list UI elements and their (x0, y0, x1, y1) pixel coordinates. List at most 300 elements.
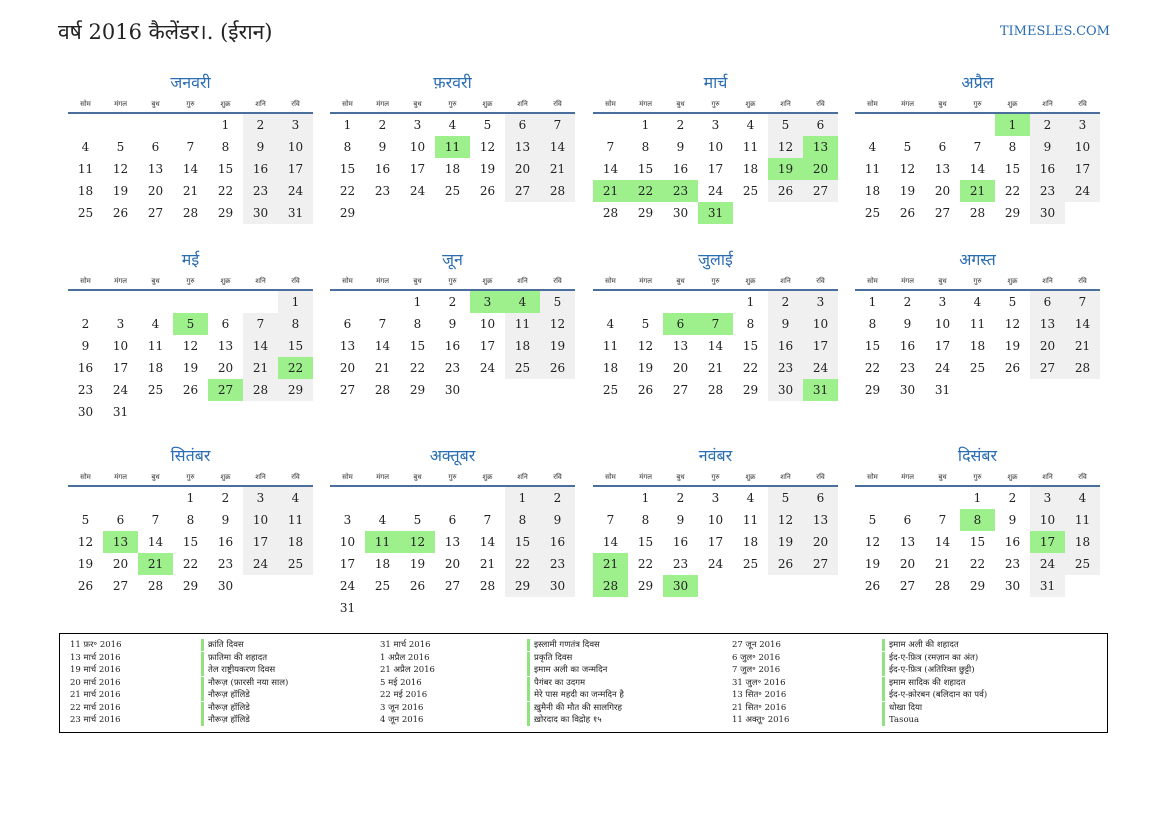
empty-cell (768, 575, 803, 597)
day-cell: 2 (903, 295, 912, 309)
empty-cell (855, 487, 890, 509)
weekday-label: शुक्र (220, 277, 231, 285)
day-cell: 26 (768, 553, 803, 575)
day-cell: 27 (934, 206, 951, 220)
legend-holiday-name: प्रकृति दिवस (527, 652, 694, 664)
empty-cell (803, 202, 838, 224)
day-cell: 3 (343, 513, 352, 527)
day-cell: 29 (182, 579, 199, 593)
day-cell: 23 (1030, 180, 1065, 202)
day-cell: 20 (444, 557, 461, 571)
day-cell: 19 (112, 184, 129, 198)
day-cell: 16 (899, 339, 916, 353)
day-cell: 3 (803, 291, 838, 313)
week-row (68, 335, 313, 357)
weekday-label: बुध (676, 100, 685, 108)
day-cell: 26 (637, 383, 654, 397)
weekday-label: शनि (255, 100, 266, 108)
day-cell: 27 (339, 383, 356, 397)
day-cell: 22 (505, 553, 540, 575)
legend-holiday-name: इस्लामी गणतंत्र दिवस (527, 639, 694, 651)
legend-holiday-name: Tasoua (882, 714, 1049, 726)
empty-cell (470, 202, 505, 224)
weekday-header (593, 275, 838, 291)
week-row (330, 335, 575, 357)
empty-cell (68, 487, 103, 509)
week-row (855, 553, 1100, 575)
day-cell: 30 (444, 383, 461, 397)
week-row (593, 509, 838, 531)
weekday-label: सोम (867, 277, 878, 285)
legend-holiday-name: नौरूज़ (फ़ारसी नया साल) (201, 677, 368, 689)
day-cell: 26 (899, 206, 916, 220)
weekday-label: शुक्र (482, 277, 493, 285)
day-cell: 16 (243, 158, 278, 180)
day-cell: 24 (1030, 553, 1065, 575)
day-cell: 26 (864, 579, 881, 593)
legend-date: 1 अप्रैल 2016 (380, 652, 430, 663)
day-cell: 10 (707, 140, 724, 154)
month-10 (330, 445, 575, 619)
weekday-label: शुक्र (745, 277, 756, 285)
month-3 (593, 72, 838, 224)
empty-cell (540, 597, 575, 619)
day-cell: 6 (448, 513, 457, 527)
day-cell: 26 (479, 184, 496, 198)
month-11 (593, 445, 838, 597)
day-cell: 15 (339, 162, 356, 176)
day-cell: 11 (742, 513, 759, 527)
week-row (330, 202, 575, 224)
day-cell: 13 (934, 162, 951, 176)
day-cell: 19 (540, 335, 575, 357)
day-cell: 29 (637, 206, 654, 220)
day-cell: 30 (217, 579, 234, 593)
legend-holiday-name: ख़ोरदाद का विद्रोह १५ (527, 714, 694, 726)
legend-date: 27 जून 2016 (732, 640, 781, 650)
day-cell: 8 (746, 317, 755, 331)
day-cell: 15 (637, 535, 654, 549)
week-row (330, 509, 575, 531)
empty-cell (365, 202, 400, 224)
weekday-label: रवि (1078, 100, 1087, 108)
day-cell: 21 (593, 180, 628, 202)
weekday-label: बुध (413, 473, 422, 481)
week-row (855, 487, 1100, 509)
weekday-label: गुरु (186, 473, 195, 481)
day-cell: 13 (103, 531, 138, 553)
weekday-label: रवि (553, 473, 562, 481)
day-cell: 8 (1008, 140, 1017, 154)
weekday-label: सोम (80, 473, 91, 481)
weekday-label: मंगल (376, 473, 389, 481)
day-cell: 25 (77, 206, 94, 220)
empty-cell (103, 291, 138, 313)
day-cell: 28 (934, 579, 951, 593)
day-cell: 8 (641, 513, 650, 527)
day-cell: 4 (448, 118, 457, 132)
weekday-label: रवि (816, 473, 825, 481)
day-cell: 6 (343, 317, 352, 331)
day-cell: 13 (672, 339, 689, 353)
legend-holiday-name: ईद-ए-क़ोरबन (बलिदान का पर्व) (882, 689, 1049, 701)
day-cell: 8 (960, 509, 995, 531)
day-cell: 1 (641, 491, 650, 505)
week-row (593, 136, 838, 158)
day-cell: 14 (374, 339, 391, 353)
week-row (593, 379, 838, 401)
weekday-label: सोम (342, 473, 353, 481)
day-cell: 14 (147, 535, 164, 549)
empty-cell (1030, 379, 1065, 401)
empty-cell (400, 202, 435, 224)
legend-holiday-name: ईद-ए-फ़ित्र (रमज़ान का अंत) (882, 652, 1049, 664)
empty-cell (733, 202, 768, 224)
week-row (330, 313, 575, 335)
day-cell: 17 (278, 158, 313, 180)
day-cell: 20 (803, 158, 838, 180)
empty-cell (435, 597, 470, 619)
day-cell: 22 (182, 557, 199, 571)
day-cell: 2 (378, 118, 387, 132)
day-cell: 15 (637, 162, 654, 176)
day-cell: 23 (1004, 557, 1021, 571)
weekday-label: सोम (80, 277, 91, 285)
week-row (330, 553, 575, 575)
weekday-label: बुध (151, 277, 160, 285)
day-cell: 2 (448, 295, 457, 309)
weekday-label: गुरु (973, 277, 982, 285)
day-cell: 23 (444, 361, 461, 375)
day-cell: 9 (1008, 513, 1017, 527)
day-cell: 4 (868, 140, 877, 154)
legend-date: 13 सित॰ 2016 (732, 690, 787, 700)
day-cell: 27 (803, 180, 838, 202)
weekday-label: गुरु (186, 100, 195, 108)
day-cell: 15 (217, 162, 234, 176)
week-row (68, 114, 313, 136)
day-cell: 4 (746, 491, 755, 505)
day-cell: 7 (483, 513, 492, 527)
empty-cell (733, 575, 768, 597)
weekday-label: रवि (291, 277, 300, 285)
day-cell: 22 (864, 361, 881, 375)
week-row (330, 291, 575, 313)
day-cell: 5 (413, 513, 422, 527)
day-cell: 23 (243, 180, 278, 202)
weekday-header (330, 471, 575, 487)
day-cell: 10 (112, 339, 129, 353)
page-title: वर्ष 2016 कैलेंडर।. (ईरान) (58, 20, 273, 44)
day-cell: 25 (742, 557, 759, 571)
week-row (593, 357, 838, 379)
day-cell: 3 (711, 118, 720, 132)
day-cell: 21 (593, 553, 628, 575)
week-row (593, 553, 838, 575)
day-cell: 16 (1030, 158, 1065, 180)
weekday-label: मंगल (639, 277, 652, 285)
day-cell: 15 (864, 339, 881, 353)
week-row (68, 357, 313, 379)
empty-cell (400, 487, 435, 509)
day-cell: 3 (711, 491, 720, 505)
day-cell: 16 (1004, 535, 1021, 549)
weekday-label: मंगल (639, 100, 652, 108)
empty-cell (540, 379, 575, 401)
day-cell: 22 (1004, 184, 1021, 198)
empty-cell (208, 401, 243, 423)
day-cell: 7 (151, 513, 160, 527)
day-cell: 6 (938, 140, 947, 154)
day-cell: 30 (672, 206, 689, 220)
weekday-label: सोम (605, 473, 616, 481)
day-cell: 20 (803, 531, 838, 553)
day-cell: 3 (278, 114, 313, 136)
weekday-label: गुरु (448, 277, 457, 285)
empty-cell (173, 291, 208, 313)
day-cell: 17 (243, 531, 278, 553)
day-cell: 9 (243, 136, 278, 158)
empty-cell (663, 291, 698, 313)
weekday-label: गुरु (186, 277, 195, 285)
empty-cell (1065, 379, 1100, 401)
day-cell: 11 (278, 509, 313, 531)
legend-date: 6 जुल॰ 2016 (732, 652, 781, 663)
day-cell: 18 (742, 162, 759, 176)
month-name: दिसंबर (957, 446, 998, 465)
legend-date: 23 मार्च 2016 (70, 715, 121, 725)
day-cell: 22 (409, 361, 426, 375)
day-cell: 26 (77, 579, 94, 593)
legend-holiday-name: फ़ातिमा की शहादत (201, 652, 368, 664)
day-cell: 9 (676, 513, 685, 527)
weekday-label: मंगल (901, 473, 914, 481)
day-cell: 25 (505, 357, 540, 379)
weekday-label: रवि (291, 473, 300, 481)
day-cell: 26 (768, 180, 803, 202)
day-cell: 1 (186, 491, 195, 505)
empty-cell (365, 487, 400, 509)
day-cell: 8 (413, 317, 422, 331)
day-cell: 11 (365, 531, 400, 553)
day-cell: 14 (540, 136, 575, 158)
weekday-label: मंगल (376, 277, 389, 285)
week-row (593, 114, 838, 136)
week-row (855, 158, 1100, 180)
weekday-label: सोम (867, 473, 878, 481)
day-cell: 15 (182, 535, 199, 549)
weekday-header (330, 98, 575, 114)
day-cell: 16 (374, 162, 391, 176)
empty-cell (890, 487, 925, 509)
day-cell: 27 (112, 579, 129, 593)
week-row (330, 136, 575, 158)
empty-cell (243, 575, 278, 597)
day-cell: 11 (147, 339, 164, 353)
legend-holiday-name: इमाम अली का जन्मदिन (527, 664, 694, 676)
day-cell: 8 (343, 140, 352, 154)
day-cell: 5 (768, 114, 803, 136)
day-cell: 23 (768, 357, 803, 379)
day-cell: 2 (768, 291, 803, 313)
legend-date: 4 जून 2016 (380, 715, 424, 725)
day-cell: 30 (243, 202, 278, 224)
day-cell: 24 (339, 579, 356, 593)
site-link[interactable]: TIMESLES.COM (999, 24, 1110, 39)
day-cell: 4 (1065, 487, 1100, 509)
weekday-label: मंगल (901, 100, 914, 108)
legend-holiday-name: नौरूज़ हॉलिडे (201, 714, 368, 726)
day-cell: 24 (409, 184, 426, 198)
weekday-label: शनि (1042, 277, 1053, 285)
day-cell: 19 (77, 557, 94, 571)
day-cell: 19 (1004, 339, 1021, 353)
weekday-label: सोम (605, 100, 616, 108)
day-cell: 28 (374, 383, 391, 397)
empty-cell (593, 291, 628, 313)
day-cell: 12 (479, 140, 496, 154)
day-cell: 6 (663, 313, 698, 335)
day-cell: 23 (663, 180, 698, 202)
day-cell: 13 (803, 136, 838, 158)
day-cell: 11 (435, 136, 470, 158)
day-cell: 26 (182, 383, 199, 397)
day-cell: 7 (938, 513, 947, 527)
day-cell: 11 (77, 162, 94, 176)
legend-date: 31 जुल॰ 2016 (732, 677, 786, 688)
day-cell: 6 (803, 114, 838, 136)
legend-holiday-name: नौरूज़ हॉलिडे (201, 702, 368, 714)
week-row (330, 158, 575, 180)
day-cell: 17 (1030, 531, 1065, 553)
day-cell: 1 (641, 118, 650, 132)
legend-date: 22 मार्च 2016 (70, 702, 121, 713)
weekday-label: शनि (517, 100, 528, 108)
week-row (330, 597, 575, 619)
day-cell: 26 (1004, 361, 1021, 375)
empty-cell (173, 401, 208, 423)
empty-cell (1065, 575, 1100, 597)
weekday-label: शनि (517, 473, 528, 481)
day-cell: 19 (479, 162, 496, 176)
day-cell: 16 (672, 535, 689, 549)
day-cell: 7 (606, 140, 615, 154)
day-cell: 31 (339, 601, 356, 615)
week-row (855, 531, 1100, 553)
day-cell: 13 (1030, 313, 1065, 335)
empty-cell (628, 291, 663, 313)
day-cell: 23 (374, 184, 391, 198)
week-row (593, 202, 838, 224)
day-cell: 5 (483, 118, 492, 132)
day-cell: 2 (1030, 114, 1065, 136)
day-cell: 18 (1065, 531, 1100, 553)
day-cell: 28 (243, 379, 278, 401)
empty-cell (470, 597, 505, 619)
day-cell: 18 (969, 339, 986, 353)
day-cell: 4 (151, 317, 160, 331)
empty-cell (505, 597, 540, 619)
week-row (593, 335, 838, 357)
day-cell: 12 (637, 339, 654, 353)
day-cell: 28 (182, 206, 199, 220)
week-row (68, 553, 313, 575)
day-cell: 3 (116, 317, 125, 331)
week-row (855, 379, 1100, 401)
day-cell: 5 (173, 313, 208, 335)
weekday-label: शनि (780, 277, 791, 285)
month-1 (68, 72, 313, 224)
day-cell: 6 (505, 114, 540, 136)
week-row (593, 531, 838, 553)
day-cell: 16 (672, 162, 689, 176)
day-cell: 14 (479, 535, 496, 549)
day-cell: 12 (1004, 317, 1021, 331)
week-row (855, 114, 1100, 136)
day-cell: 30 (77, 405, 94, 419)
day-cell: 27 (444, 579, 461, 593)
day-cell: 20 (1030, 335, 1065, 357)
legend-holiday-name: धोखा दिया (882, 702, 1049, 714)
day-cell: 4 (505, 291, 540, 313)
day-cell: 9 (448, 317, 457, 331)
month-name: अप्रैल (961, 73, 994, 92)
weekday-label: शनि (780, 100, 791, 108)
day-cell: 3 (243, 487, 278, 509)
empty-cell (68, 114, 103, 136)
weekday-label: गुरु (973, 473, 982, 481)
day-cell: 12 (400, 531, 435, 553)
weekday-header (593, 471, 838, 487)
weekday-label: बुध (676, 473, 685, 481)
day-cell: 10 (479, 317, 496, 331)
day-cell: 15 (969, 535, 986, 549)
week-row (330, 357, 575, 379)
week-row (68, 291, 313, 313)
day-cell: 18 (374, 557, 391, 571)
empty-cell (593, 487, 628, 509)
empty-cell (540, 202, 575, 224)
day-cell: 17 (479, 339, 496, 353)
day-cell: 13 (899, 535, 916, 549)
legend-date: 21 सित॰ 2016 (732, 702, 787, 713)
month-name: अगस्त (959, 250, 996, 269)
weekday-label: शुक्र (220, 473, 231, 481)
empty-cell (698, 291, 733, 313)
day-cell: 3 (470, 291, 505, 313)
day-cell: 28 (969, 206, 986, 220)
day-cell: 2 (1008, 491, 1017, 505)
day-cell: 18 (444, 162, 461, 176)
day-cell: 22 (637, 557, 654, 571)
day-cell: 7 (378, 317, 387, 331)
month-name: जनवरी (170, 73, 211, 92)
day-cell: 12 (77, 535, 94, 549)
week-row (855, 291, 1100, 313)
day-cell: 26 (112, 206, 129, 220)
legend-holiday-name: ईद-ए-फ़ित्र (अतिरिक्त छुट्टी) (882, 664, 1049, 676)
day-cell: 13 (147, 162, 164, 176)
weekday-label: शनि (255, 473, 266, 481)
day-cell: 26 (409, 579, 426, 593)
day-cell: 14 (243, 335, 278, 357)
day-cell: 30 (663, 575, 698, 597)
day-cell: 16 (768, 335, 803, 357)
day-cell: 10 (1065, 136, 1100, 158)
weekday-label: रवि (816, 100, 825, 108)
empty-cell (925, 114, 960, 136)
weekday-label: बुध (413, 100, 422, 108)
